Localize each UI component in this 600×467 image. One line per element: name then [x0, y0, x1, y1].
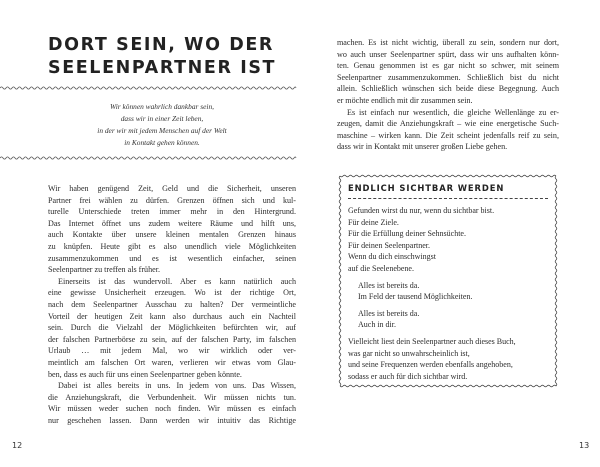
- left-body-line: meintlich am falschen Ort waren, verlieren wir etwas vom Glau-: [48, 357, 296, 367]
- left-body-line: eine gewisse Unsicherheit erzeugen. Wo ist der richtige Ort,: [48, 288, 296, 298]
- left-body-line: Wir müssen weder suchen noch finden. Wir müssen es einfach: [48, 404, 296, 414]
- poem-line: Für die Erfüllung deiner Sehnsüchte.: [348, 229, 466, 239]
- chapter-title-line-2: SEELENPARTNER IST: [48, 58, 277, 78]
- wavy-divider-top: [0, 84, 300, 92]
- left-body-line: Das Internet öffnet uns zudem weitere Räume und hilft uns,: [48, 218, 296, 228]
- left-body-line: Partner frei wählen zu dürfen. Grenzen öffnen sich und kul-: [48, 195, 296, 205]
- left-body-text: [48, 183, 296, 426]
- right-body-line: zeugen, damit die Anziehungskraft – wie eine energetische Such-: [337, 119, 559, 129]
- right-body-line: Seelenpartner zusammenzukommen. Schließlich bist du nicht: [337, 72, 559, 82]
- left-body-line: Urlaub … mit jedem Mal, wo wir wirklich oder ver-: [48, 346, 296, 356]
- left-body-line: Vorteil der heutigen Zeit kann also durchaus auch ein Nachteil: [48, 311, 296, 321]
- left-body-line: ben, dass es auch für uns einen Seelenpartner geben könnte.: [48, 369, 242, 379]
- right-body-line: er möchte endlich mit dir zusammen sein.: [337, 95, 473, 105]
- right-body-text: [337, 37, 559, 153]
- poem-line: Alles ist bereits da.: [358, 308, 420, 318]
- left-body-line: turelle Unterschiede treten immer mehr in den Hintergrund.: [48, 207, 296, 217]
- poem-line: Wenn du dich einschwingst: [348, 252, 437, 262]
- epigraph-quote: [62, 101, 262, 149]
- left-body-line: nach dem Seelenpartner Ausschau zu halten? Der vermeintliche: [48, 299, 296, 309]
- epigraph-line: in der wir mit jedem Menschen auf der Welt: [97, 126, 227, 135]
- right-body-line: allein. Schließlich wünschen sich beide diese Begegnung. Auch: [337, 84, 559, 94]
- left-body-line: der falschen Partnerbörse zu sein, auf der falschen Party, im falschen: [48, 334, 296, 344]
- poem-line: Alles ist bereits da.: [358, 280, 420, 290]
- sidebar-dashed-rule: [348, 198, 548, 199]
- poem-line: auf die Seelenebene.: [348, 263, 414, 273]
- page-number-right: 13: [579, 441, 590, 450]
- poem-line: was gar nicht so unwahrscheinlich ist,: [348, 348, 470, 358]
- page-number-left: 12: [12, 441, 23, 450]
- wavy-divider-bottom: [0, 154, 300, 162]
- poem-line: Gefunden wirst du nur, wenn du sichtbar bist.: [348, 206, 495, 215]
- left-body-line: sein. Durch die Vielzahl der Möglichkeiten befürchten wir, auf: [48, 323, 296, 333]
- poem-line: Für deine Ziele.: [348, 217, 399, 227]
- left-body-line: zu knüpfen. Heute gibt es also unendlich viele Möglichkeiten: [48, 241, 296, 251]
- sidebar-box: [338, 174, 558, 388]
- poem-line: Vielleicht liest dein Seelenpartner auch dieses Buch,: [348, 336, 516, 346]
- left-body-line: auch Kontakte über unsere kleinen mentalen Grenzen hinaus: [48, 230, 296, 240]
- left-body-line: Dabei ist alles bereits in uns. In jedem von uns. Das Wissen,: [58, 381, 296, 391]
- left-body-line: Einerseits ist das wundervoll. Aber es kann natürlich auch: [58, 276, 296, 286]
- wavy-line: [0, 87, 296, 89]
- wavy-line: [0, 157, 296, 159]
- right-body-line: wo auch unser Seelenpartner spürt, dass wir uns aufhalten könn-: [337, 49, 559, 59]
- right-body-line: Es ist einfach nur wesentlich, die gleiche Wellenlänge zu er-: [347, 107, 559, 117]
- poem-line: Für deinen Seelenpartner.: [348, 240, 430, 250]
- left-body-line: Wir haben genügend Zeit, Geld und die Sicherheit, unseren: [48, 184, 296, 193]
- right-body-line: dass wir in Kontakt mit unserer großen Liebe gehen.: [337, 142, 508, 152]
- right-body-line: ten. Genau genommen ist es gar nicht so schwer, mit seinem: [337, 61, 559, 71]
- poem-line: sodass er auch für dich sichtbar wird.: [348, 371, 468, 381]
- left-body-line: nur geschehen lassen. Dann werden wir intuitiv das Richtige: [48, 415, 296, 425]
- sidebar-title: ENDLICH SICHTBAR WERDEN: [348, 183, 505, 193]
- right-body-line: maschine – wirken kann. Die Zeit scheint jedenfalls reif zu sein,: [337, 130, 559, 140]
- left-body-line: Seelenpartner zu treffen als früher.: [48, 265, 160, 275]
- chapter-title: [48, 34, 288, 80]
- poem-line: Im Feld der tausend Möglichkeiten.: [358, 292, 473, 302]
- left-body-line: zusammenzukommen und es ist wesentlich einfacher, seinen: [48, 253, 296, 263]
- epigraph-line: in Kontakt gehen können.: [124, 138, 200, 147]
- epigraph-line: Wir können wahrlich dankbar sein,: [109, 102, 215, 111]
- chapter-title-line-1: DORT SEIN, WO DER: [48, 35, 275, 55]
- left-body-line: die Anziehungskraft, die Verbundenheit. Wir müssen nichts tun.: [48, 392, 296, 402]
- epigraph-line: dass wir in einer Zeit leben,: [120, 114, 204, 123]
- sidebar-poem: [348, 205, 552, 382]
- poem-line: und seine Frequenzen werden ebenfalls angehoben,: [348, 360, 513, 370]
- poem-line: Auch in dir.: [358, 320, 396, 330]
- right-body-line: machen. Es ist nicht wichtig, überall zu sein, sondern nur dort,: [337, 38, 559, 47]
